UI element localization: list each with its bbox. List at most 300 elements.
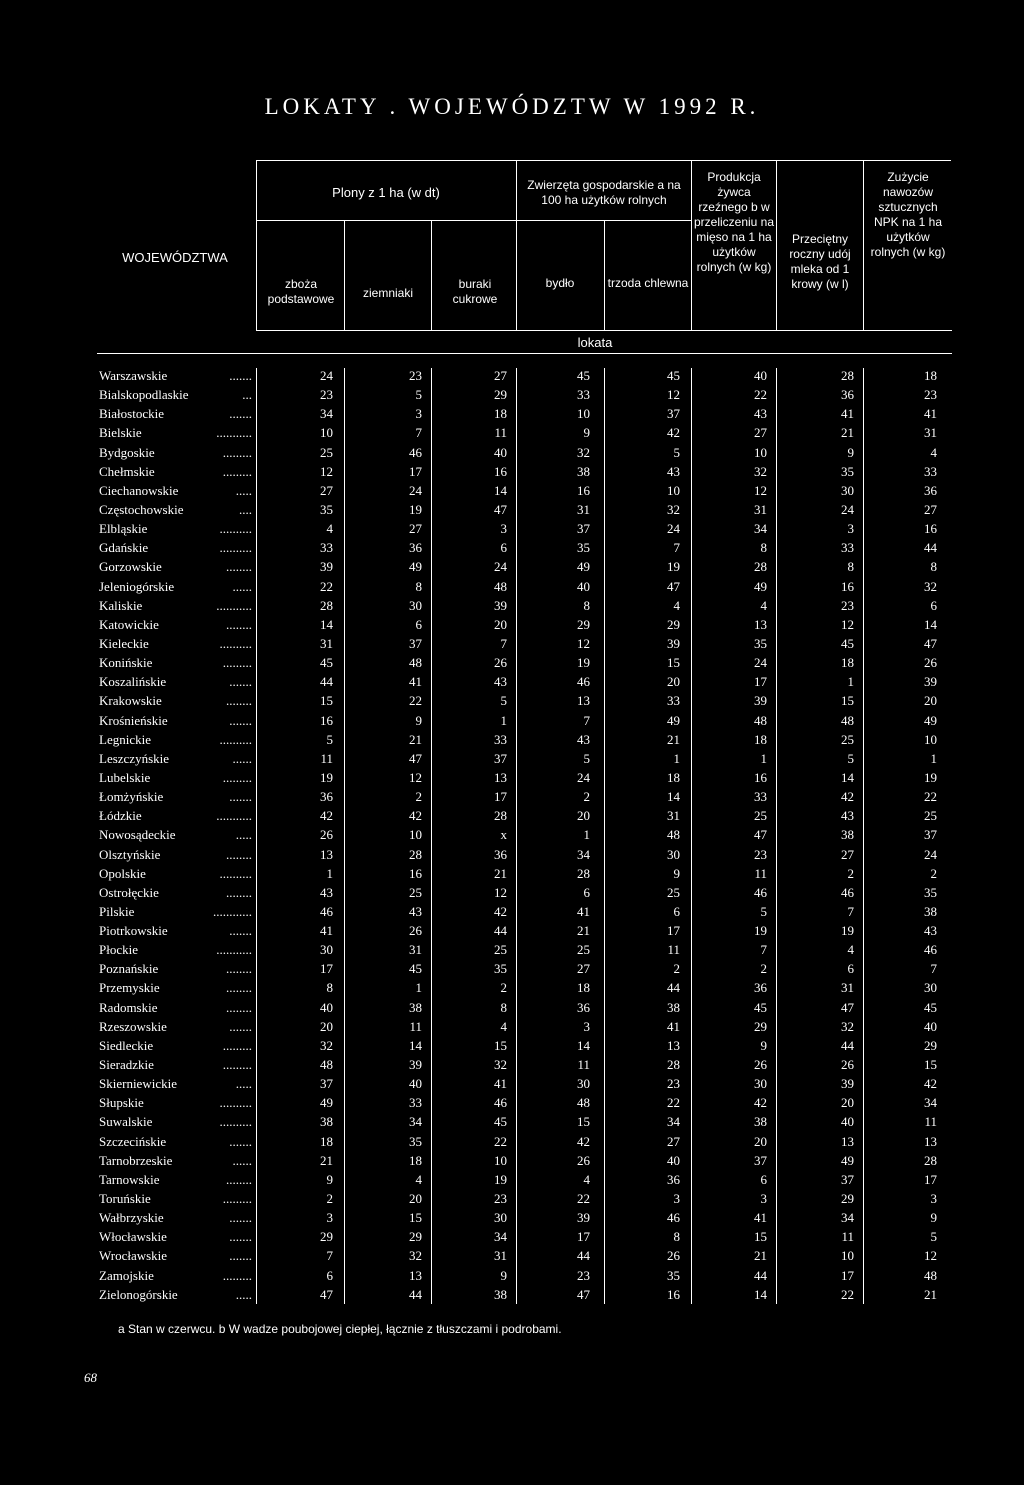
table-cell: 31 (409, 942, 422, 958)
table-cell: 36 (754, 980, 767, 996)
table-cell: 38 (494, 1286, 507, 1302)
table-cell: 34 (754, 521, 767, 537)
table-cell: 24 (494, 559, 507, 575)
table-cell: 24 (577, 769, 590, 785)
table-cell: 13 (409, 1267, 422, 1283)
table-cell: 28 (754, 559, 767, 575)
table-cell: 16 (494, 463, 507, 479)
table-cell: 32 (924, 578, 937, 594)
table-cell: 13 (320, 846, 333, 862)
row-leader-dots: ............ (213, 903, 252, 919)
table-cell: 5 (326, 731, 333, 747)
table-cell: 45 (754, 999, 767, 1015)
table-cell: 21 (409, 731, 422, 747)
table-cell: 34 (841, 1210, 854, 1226)
table-cell: 20 (577, 808, 590, 824)
table-cell: 34 (924, 1095, 937, 1111)
table-cell: 46 (494, 1095, 507, 1111)
table-cell: 13 (494, 769, 507, 785)
table-cell: 7 (500, 635, 507, 651)
table-cell: 32 (409, 1248, 422, 1264)
table-cell: 11 (577, 1057, 590, 1073)
table-cell: 22 (409, 693, 422, 709)
header-vline (256, 160, 257, 330)
table-cell: 17 (320, 961, 333, 977)
row-region-name: Przemyskie (99, 980, 160, 996)
body-vline (863, 368, 864, 1304)
table-cell: 38 (924, 903, 937, 919)
table-cell: 41 (577, 903, 590, 919)
table-cell: 18 (667, 769, 680, 785)
row-region-name: Bialskopodlaskie (99, 387, 189, 403)
header-lokata-rule (256, 330, 952, 331)
row-leader-dots: ........... (216, 597, 252, 613)
row-leader-dots: ....... (229, 1210, 252, 1226)
table-cell: 42 (924, 1076, 937, 1092)
table-cell: 10 (667, 482, 680, 498)
table-cell: 32 (841, 1018, 854, 1034)
table-cell: 46 (754, 884, 767, 900)
table-cell: 5 (500, 693, 507, 709)
table-cell: 3 (326, 1210, 333, 1226)
table-cell: 27 (320, 482, 333, 498)
table-cell: 22 (577, 1191, 590, 1207)
row-leader-dots: .... (239, 501, 252, 517)
table-cell: 9 (930, 1210, 937, 1226)
table-cell: 46 (841, 884, 854, 900)
row-region-name: Leszczyńskie (99, 750, 170, 766)
table-cell: 6 (673, 903, 680, 919)
table-cell: 43 (494, 674, 507, 690)
table-cell: 4 (930, 444, 937, 460)
table-cell: 15 (667, 655, 680, 671)
table-cell: 9 (500, 1267, 507, 1283)
table-cell: 2 (326, 1191, 333, 1207)
table-cell: 28 (924, 1152, 937, 1168)
table-cell: 30 (409, 597, 422, 613)
row-region-name: Siedleckie (99, 1037, 154, 1053)
table-cell: 19 (494, 1171, 507, 1187)
row-region-name: Łomżyńskie (99, 789, 164, 805)
table-cell: 17 (841, 1267, 854, 1283)
table-cell: 28 (320, 597, 333, 613)
table-cell: 11 (754, 865, 767, 881)
header-vline (863, 160, 864, 330)
table-cell: 21 (924, 1286, 937, 1302)
table-cell: 24 (667, 521, 680, 537)
table-cell: 18 (841, 655, 854, 671)
table-cell: 10 (841, 1248, 854, 1264)
table-cell: 41 (494, 1076, 507, 1092)
row-region-name: Jeleniogórskie (99, 578, 175, 594)
table-cell: 38 (577, 463, 590, 479)
table-cell: 31 (841, 980, 854, 996)
table-cell: 32 (754, 463, 767, 479)
table-cell: 26 (409, 923, 422, 939)
table-cell: 17 (409, 463, 422, 479)
table-cell: 24 (924, 846, 937, 862)
table-cell: 34 (667, 1114, 680, 1130)
table-cell: 45 (494, 1114, 507, 1130)
table-cell: 39 (924, 674, 937, 690)
table-cell: 7 (847, 903, 854, 919)
row-leader-dots: ........ (226, 616, 252, 632)
table-cell: 7 (760, 942, 767, 958)
table-cell: 47 (577, 1286, 590, 1302)
table-cell: 26 (924, 655, 937, 671)
table-cell: 28 (494, 808, 507, 824)
header-vline (431, 220, 432, 330)
row-leader-dots: ...... (232, 750, 252, 766)
table-cell: 21 (841, 425, 854, 441)
row-region-name: Łódzkie (99, 808, 142, 824)
table-cell: 46 (320, 903, 333, 919)
table-cell: 34 (494, 1229, 507, 1245)
table-cell: 48 (320, 1057, 333, 1073)
table-cell: 25 (667, 884, 680, 900)
table-cell: 30 (754, 1076, 767, 1092)
table-cell: 16 (577, 482, 590, 498)
table-cell: 6 (583, 884, 590, 900)
table-cell: 9 (847, 444, 854, 460)
row-region-name: Tarnobrzeskie (99, 1152, 173, 1168)
table-cell: 18 (924, 368, 937, 383)
table-cell: 49 (754, 578, 767, 594)
table-cell: 8 (930, 559, 937, 575)
table-cell: 48 (924, 1267, 937, 1283)
table-cell: 4 (760, 597, 767, 613)
row-region-name: Warszawskie (99, 368, 168, 383)
table-cell: 18 (577, 980, 590, 996)
table-cell: 19 (409, 501, 422, 517)
table-cell: 31 (924, 425, 937, 441)
table-cell: 41 (320, 923, 333, 939)
row-leader-dots: ........ (226, 961, 252, 977)
row-region-name: Białostockie (99, 406, 164, 422)
table-cell: 34 (577, 846, 590, 862)
table-cell: 4 (673, 597, 680, 613)
region-column-header: WOJEWÓDZTWA (122, 250, 228, 265)
table-cell: 38 (409, 999, 422, 1015)
row-leader-dots: ....... (229, 368, 252, 383)
table-cell: 22 (924, 789, 937, 805)
table-cell: 23 (494, 1191, 507, 1207)
body-vline (256, 368, 257, 1304)
row-region-name: Koszalińskie (99, 674, 167, 690)
table-cell: 18 (409, 1152, 422, 1168)
table-cell: 35 (494, 961, 507, 977)
table-cell: 20 (409, 1191, 422, 1207)
table-cell: 1 (930, 750, 937, 766)
table-cell: 6 (847, 961, 854, 977)
row-leader-dots: ...... (232, 1152, 252, 1168)
row-leader-dots: ......... (222, 1267, 252, 1283)
row-leader-dots: ........... (216, 942, 252, 958)
row-region-name: Piotrkowskie (99, 923, 168, 939)
table-cell: 20 (841, 1095, 854, 1111)
row-leader-dots: ...... (232, 578, 252, 594)
table-cell: 12 (754, 482, 767, 498)
row-leader-dots: ..... (235, 1286, 252, 1302)
table-cell: 36 (667, 1171, 680, 1187)
table-cell: 14 (754, 1286, 767, 1302)
table-cell: 30 (494, 1210, 507, 1226)
table-cell: 44 (494, 923, 507, 939)
table-cell: 23 (577, 1267, 590, 1283)
table-cell: 48 (667, 827, 680, 843)
table-cell: 23 (409, 368, 422, 383)
row-leader-dots: ....... (229, 712, 252, 728)
table-cell: 24 (409, 482, 422, 498)
col-header-meat-production: Produkcja żywca rzeźnego b w przeliczeniu na mięso na 1 ha użytków rolnych (w kg) (693, 170, 775, 274)
table-cell: 10 (924, 731, 937, 747)
table-cell: 37 (409, 635, 422, 651)
table-cell: 25 (494, 942, 507, 958)
row-region-name: Opolskie (99, 865, 146, 881)
table-cell: 43 (754, 406, 767, 422)
row-region-name: Gdańskie (99, 540, 149, 556)
table-cell: 2 (760, 961, 767, 977)
table-cell: 35 (667, 1267, 680, 1283)
table-cell: 49 (577, 559, 590, 575)
table-cell: 6 (415, 616, 422, 632)
table-cell: 9 (415, 712, 422, 728)
table-cell: 47 (841, 999, 854, 1015)
table-cell: 40 (841, 1114, 854, 1130)
table-cell: 44 (924, 540, 937, 556)
table-cell: 49 (409, 559, 422, 575)
table-cell: 44 (320, 674, 333, 690)
col-header-cereals: zboża podstawowe (267, 277, 335, 306)
table-cell: 8 (415, 578, 422, 594)
table-cell: 8 (847, 559, 854, 575)
col-header-fertilizer: Zużycie nawozów sztucznych NPK na 1 ha użytków rolnych (w kg) (870, 170, 946, 259)
table-cell: 10 (494, 1152, 507, 1168)
row-region-name: Częstochowskie (99, 501, 184, 517)
table-cell: 15 (320, 693, 333, 709)
table-cell: 35 (754, 635, 767, 651)
row-region-name: Gorzowskie (99, 559, 162, 575)
table-cell: 19 (667, 559, 680, 575)
row-leader-dots: ....... (229, 1248, 252, 1264)
table-cell: 7 (583, 712, 590, 728)
table-cell: 14 (409, 1037, 422, 1053)
table-cell: 36 (494, 846, 507, 862)
table-cell: 41 (667, 1018, 680, 1034)
table-cell: 27 (577, 961, 590, 977)
row-leader-dots: ......... (222, 1191, 252, 1207)
table-cell: 27 (841, 846, 854, 862)
table-cell: 19 (577, 655, 590, 671)
table-cell: 31 (494, 1248, 507, 1264)
row-leader-dots: ......... (222, 444, 252, 460)
table-cell: 23 (320, 387, 333, 403)
table-cell: 5 (583, 750, 590, 766)
table-cell: 43 (320, 884, 333, 900)
table-cell: 1 (760, 750, 767, 766)
table-cell: 23 (841, 597, 854, 613)
row-leader-dots: ....... (229, 789, 252, 805)
row-region-name: Słupskie (99, 1095, 144, 1111)
table-cell: 16 (754, 769, 767, 785)
table-cell: 8 (500, 999, 507, 1015)
row-region-name: Zielonogórskie (99, 1286, 178, 1302)
table-cell: 32 (577, 444, 590, 460)
row-region-name: Krośnieńskie (99, 712, 168, 728)
header-vline (516, 160, 517, 330)
table-cell: 22 (754, 387, 767, 403)
table-cell: 38 (841, 827, 854, 843)
table-cell: 3 (583, 1018, 590, 1034)
table-cell: 24 (320, 368, 333, 383)
table-cell: 28 (841, 368, 854, 383)
table-cell: 45 (667, 368, 680, 383)
table-cell: 27 (754, 425, 767, 441)
row-leader-dots: ........ (226, 846, 252, 862)
table-cell: 12 (841, 616, 854, 632)
row-leader-dots: ......... (222, 1037, 252, 1053)
table-cell: 14 (924, 616, 937, 632)
row-region-name: Nowosądeckie (99, 827, 176, 843)
footnote: a Stan w czerwcu. b W wadze poubojowej ciepłej, łącznie z tłuszczami i podrobami. (118, 1322, 562, 1336)
table-cell: 30 (841, 482, 854, 498)
table-cell: 5 (930, 1229, 937, 1245)
table-cell: 13 (754, 616, 767, 632)
table-cell: 3 (673, 1191, 680, 1207)
table-cell: 47 (409, 750, 422, 766)
table-cell: 26 (577, 1152, 590, 1168)
row-leader-dots: .......... (219, 635, 252, 651)
table-cell: 30 (320, 942, 333, 958)
table-cell: 15 (924, 1057, 937, 1073)
table-cell: 19 (924, 769, 937, 785)
table-cell: 28 (577, 865, 590, 881)
table-cell: 27 (924, 501, 937, 517)
table-cell: 31 (754, 501, 767, 517)
table-cell: 4 (326, 521, 333, 537)
table-cell: 9 (583, 425, 590, 441)
table-cell: 24 (754, 655, 767, 671)
row-region-name: Konińskie (99, 655, 153, 671)
table-cell: 11 (409, 1018, 422, 1034)
table-cell: 40 (494, 444, 507, 460)
table-cell: 21 (577, 923, 590, 939)
table-cell: 15 (841, 693, 854, 709)
table-cell: 29 (667, 616, 680, 632)
table-cell: 38 (320, 1114, 333, 1130)
row-leader-dots: ........ (226, 559, 252, 575)
table-cell: 10 (754, 444, 767, 460)
table-cell: 30 (667, 846, 680, 862)
table-cell: 6 (760, 1171, 767, 1187)
body-vline (604, 368, 605, 1304)
table-cell: 25 (577, 942, 590, 958)
table-cell: 47 (494, 501, 507, 517)
table-cell: 12 (409, 769, 422, 785)
table-cell: 38 (667, 999, 680, 1015)
table-cell: 2 (583, 789, 590, 805)
table-cell: 23 (754, 846, 767, 862)
table-cell: 41 (754, 1210, 767, 1226)
table-cell: 21 (667, 731, 680, 747)
table-cell: 20 (924, 693, 937, 709)
table-cell: 36 (409, 540, 422, 556)
table-cell: 45 (924, 999, 937, 1015)
row-leader-dots: ........ (226, 999, 252, 1015)
table-cell: 48 (754, 712, 767, 728)
table-cell: 25 (409, 884, 422, 900)
row-leader-dots: ....... (229, 1229, 252, 1245)
table-cell: 40 (667, 1152, 680, 1168)
row-region-name: Szczecińskie (99, 1133, 167, 1149)
table-cell: 31 (320, 635, 333, 651)
col-header-sugar-beet: buraki cukrowe (452, 277, 498, 306)
table-cell: 33 (494, 731, 507, 747)
table-cell: 1 (415, 980, 422, 996)
table-cell: 7 (326, 1248, 333, 1264)
row-leader-dots: ... (242, 387, 252, 403)
table-cell: 45 (320, 655, 333, 671)
table-cell: 16 (320, 712, 333, 728)
table-cell: 22 (841, 1286, 854, 1302)
row-leader-dots: ........... (216, 808, 252, 824)
body-vline (344, 368, 345, 1304)
table-cell: 43 (409, 903, 422, 919)
table-cell: 9 (760, 1037, 767, 1053)
table-cell: 28 (667, 1057, 680, 1073)
table-cell: 16 (924, 521, 937, 537)
table-cell: 13 (577, 693, 590, 709)
row-leader-dots: ........ (226, 693, 252, 709)
table-cell: 42 (409, 808, 422, 824)
table-cell: 33 (320, 540, 333, 556)
table-cell: 35 (841, 463, 854, 479)
table-cell: 43 (924, 923, 937, 939)
table-cell: 47 (320, 1286, 333, 1302)
table-cell: 41 (409, 674, 422, 690)
table-cell: 37 (841, 1171, 854, 1187)
table-cell: 26 (320, 827, 333, 843)
table-cell: 15 (754, 1229, 767, 1245)
table-cell: 10 (320, 425, 333, 441)
table-cell: 3 (930, 1191, 937, 1207)
table-cell: 41 (841, 406, 854, 422)
table-cell: 47 (754, 827, 767, 843)
table-cell: 39 (577, 1210, 590, 1226)
table-cell: 5 (415, 387, 422, 403)
row-region-name: Kieleckie (99, 635, 149, 651)
row-region-name: Zamojskie (99, 1267, 154, 1283)
table-cell: 11 (667, 942, 680, 958)
table-cell: 1 (673, 750, 680, 766)
row-region-name: Pilskie (99, 903, 135, 919)
table-cell: 39 (841, 1076, 854, 1092)
table-cell: 1 (583, 827, 590, 843)
header-vline (776, 160, 777, 330)
table-cell: 32 (667, 501, 680, 517)
table-cell: 6 (326, 1267, 333, 1283)
table-cell: 49 (667, 712, 680, 728)
table-cell: 8 (760, 540, 767, 556)
row-region-name: Bielskie (99, 425, 142, 441)
row-leader-dots: ........ (226, 1171, 252, 1187)
table-cell: 17 (667, 923, 680, 939)
row-region-name: Płockie (99, 942, 138, 958)
table-cell: 15 (409, 1210, 422, 1226)
table-cell: 39 (320, 559, 333, 575)
table-cell: 19 (841, 923, 854, 939)
row-region-name: Chełmskie (99, 463, 155, 479)
